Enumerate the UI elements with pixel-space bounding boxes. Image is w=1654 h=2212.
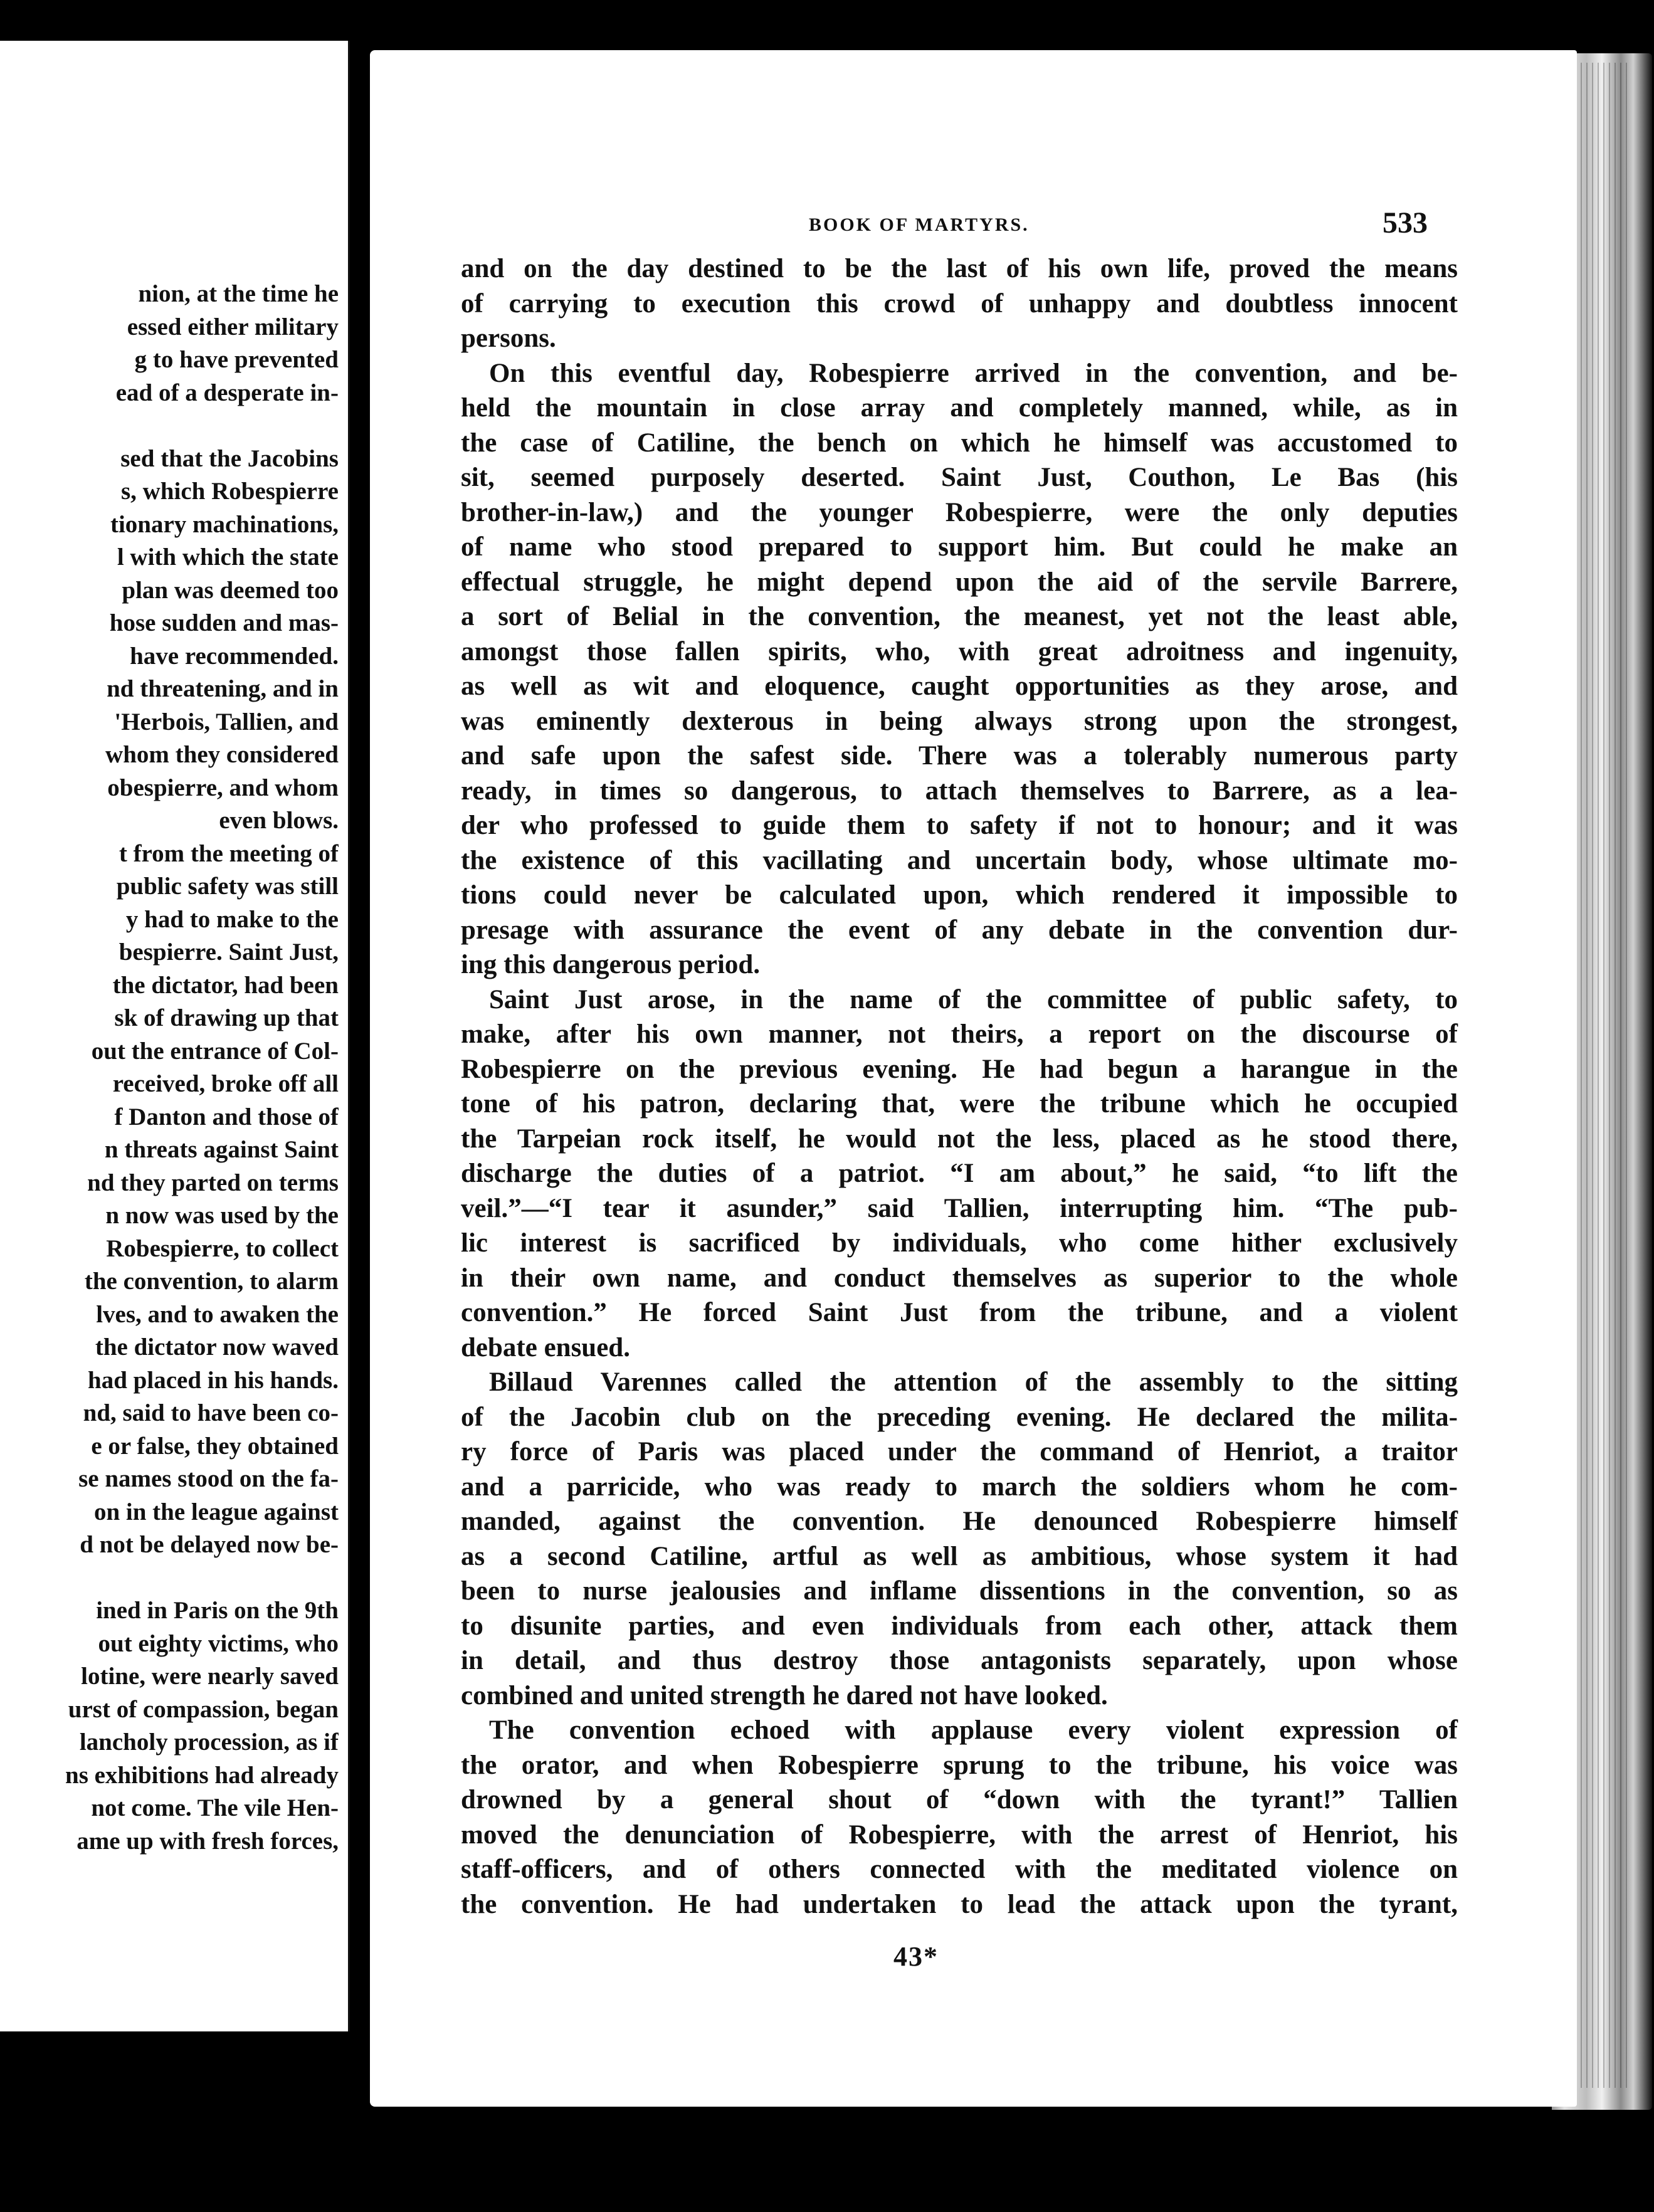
facing-page-line: not come. The vile Hen-	[91, 1794, 339, 1821]
text-line: ry force of Paris was placed under the command of Henriot, a traitor	[461, 1437, 1458, 1467]
facing-page-line: the dictator now waved	[95, 1334, 339, 1361]
text-line: and safe upon the safest side. There was a tolerably numerous party	[461, 741, 1458, 771]
text-line: Robespierre on the previous evening. He had begun a harangue in the	[461, 1054, 1458, 1084]
text-line: a sort of Belial in the convention, the meanest, yet not the least able,	[461, 602, 1458, 631]
text-line: The convention echoed with applause every violent expression of	[489, 1715, 1458, 1745]
facing-page-left	[0, 41, 350, 2031]
facing-page-line: essed either military	[127, 313, 339, 340]
page-header	[370, 206, 1577, 243]
signature-mark: 43*	[893, 1941, 939, 1972]
text-line: in detail, and thus destroy those antagonists separately, upon whose	[461, 1646, 1458, 1675]
facing-page-line: public safety was still	[116, 873, 339, 900]
text-line: convention.” He forced Saint Just from the tribune, and a violent	[461, 1298, 1458, 1327]
facing-page-line: n now was used by the	[105, 1202, 339, 1229]
text-line: the convention. He had undertaken to lead the attack upon the tyrant,	[461, 1889, 1458, 1919]
facing-page-line: e or false, they obtained	[91, 1432, 339, 1460]
text-line: staff-officers, and of others connected with the meditated violence on	[461, 1855, 1458, 1884]
facing-page-line: bespierre. Saint Just,	[119, 939, 339, 966]
facing-page-line: f Danton and those of	[114, 1103, 339, 1130]
text-line: amongst those fallen spirits, who, with great adroitness and ingenuity,	[461, 636, 1458, 666]
text-line: the existence of this vacillating and uncertain body, whose ultimate mo-	[461, 845, 1458, 875]
text-line: ready, in times so dangerous, to attach themselves to Barrere, as a lea-	[461, 776, 1458, 806]
facing-page-line: nd threatening, and in	[107, 675, 339, 702]
text-line: make, after his own manner, not theirs, a report on the discourse of	[461, 1019, 1458, 1049]
text-line: persons.	[461, 324, 556, 353]
facing-page-line: Robespierre, to collect	[106, 1235, 339, 1262]
facing-page-line: have recommended.	[130, 642, 339, 670]
facing-page-line: on in the league against	[93, 1498, 339, 1525]
text-line: as a second Catiline, artful as well as ambitious, whose system it had	[461, 1541, 1458, 1571]
text-line: tone of his patron, declaring that, were the tribune which he occupied	[461, 1089, 1458, 1119]
facing-page-line: ame up with fresh forces,	[76, 1827, 339, 1855]
facing-page-line	[0, 409, 339, 442]
text-line: ing this dangerous period.	[461, 950, 761, 979]
text-line: in their own name, and conduct themselves as superior to the whole	[461, 1263, 1458, 1293]
text-line: moved the denunciation of Robespierre, with the arrest of Henriot, his	[461, 1820, 1458, 1850]
text-line: sit, seemed purposely deserted. Saint Just, Couthon, Le Bas (his	[461, 463, 1458, 492]
text-line: tions could never be calculated upon, which rendered it impossible to	[461, 880, 1458, 910]
facing-page-line: lotine, were nearly saved	[81, 1663, 339, 1690]
facing-page-line: ns exhibitions had already	[65, 1761, 339, 1789]
text-line: the case of Catiline, the bench on which he himself was accustomed to	[461, 428, 1458, 458]
facing-page-line: 'Herbois, Tallien, and	[114, 708, 339, 735]
text-line: and on the day destined to be the last of his own life, proved the means	[461, 254, 1458, 283]
facing-page-line: l with which the state	[117, 544, 339, 571]
facing-page-line: nion, at the time he	[138, 280, 339, 307]
text-line: presage with assurance the event of any debate in the convention dur-	[461, 915, 1458, 945]
text-line: veil.”—“I tear it asunder,” said Tallien, interrupting him. “The pub-	[461, 1193, 1458, 1223]
text-line: and a parricide, who was ready to march the soldiers whom he com-	[461, 1472, 1458, 1502]
facing-page-line: hose sudden and mas-	[109, 609, 339, 636]
facing-page-line: whom they considered	[105, 741, 339, 768]
text-line: drowned by a general shout of “down with the tyrant!” Tallien	[461, 1785, 1458, 1814]
facing-page-line: sed that the Jacobins	[120, 445, 339, 472]
text-line: der who professed to guide them to safety if not to honour; and it was	[461, 811, 1458, 840]
facing-page-line: plan was deemed too	[122, 576, 339, 604]
text-line: been to nurse jealousies and inflame dissentions in the convention, so as	[461, 1576, 1458, 1606]
text-line: debate ensued.	[461, 1332, 630, 1362]
facing-page-line: lancholy procession, as if	[79, 1729, 339, 1756]
text-line: to disunite parties, and even individuals from each other, attack them	[461, 1611, 1458, 1641]
text-line: combined and united strength he dared not have looked.	[461, 1680, 1108, 1710]
text-line: Billaud Varennes called the attention of the assembly to the sitting	[489, 1367, 1458, 1397]
page-number: 533	[1383, 206, 1428, 240]
facing-page-line: tionary machinations,	[110, 510, 339, 538]
facing-page-line: lves, and to awaken the	[96, 1300, 339, 1328]
facing-page-line: urst of compassion, began	[68, 1695, 339, 1723]
book-page-533	[370, 50, 1577, 2107]
facing-page-line: ined in Paris on the 9th	[96, 1597, 339, 1624]
facing-page-line: had placed in his hands.	[88, 1366, 339, 1394]
text-line: Saint Just arose, in the name of the committee of public safety, to	[489, 984, 1458, 1014]
text-line: as well as wit and eloquence, caught opportunities as they arose, and	[461, 672, 1458, 701]
facing-page-line: d not be delayed now be-	[80, 1531, 339, 1558]
text-line: effectual struggle, he might depend upon the aid of the servile Barrere,	[461, 567, 1458, 597]
text-line: of the Jacobin club on the preceding evening. He declared the milita-	[461, 1402, 1458, 1432]
facing-page-line: n threats against Saint	[104, 1136, 339, 1163]
facing-page-line: out eighty victims, who	[98, 1630, 339, 1657]
facing-page-line: g to have prevented	[134, 346, 339, 373]
facing-page-line: nd they parted on terms	[87, 1169, 339, 1196]
facing-page-line: even blows.	[219, 807, 339, 834]
facing-page-line: nd, said to have been co-	[83, 1399, 339, 1426]
text-line: of name who stood prepared to support him. But could he make an	[461, 532, 1458, 562]
facing-page-line: received, broke off all	[112, 1070, 339, 1097]
facing-page-line: se names stood on the fa-	[78, 1465, 339, 1492]
facing-page-line: t from the meeting of	[119, 840, 339, 867]
text-line: manded, against the convention. He denounced Robespierre himself	[461, 1507, 1458, 1536]
text-line: held the mountain in close array and completely manned, while, as in	[461, 393, 1458, 423]
facing-page-line: s, which Robespierre	[120, 478, 339, 505]
text-line: the Tarpeian rock itself, he would not the less, placed as he stood there,	[461, 1124, 1458, 1154]
facing-page-line: y had to make to the	[125, 905, 339, 933]
facing-page-line: the dictator, had been	[112, 971, 339, 999]
facing-page-line	[0, 1562, 339, 1594]
running-head: BOOK OF MARTYRS.	[809, 214, 1030, 235]
facing-page-line: the convention, to alarm	[84, 1268, 339, 1295]
facing-page-line: out the entrance of Col-	[91, 1037, 339, 1065]
text-line: the orator, and when Robespierre sprung to the tribune, his voice was	[461, 1750, 1458, 1780]
text-line: discharge the duties of a patriot. “I am about,” he said, “to lift the	[461, 1159, 1458, 1188]
text-line: On this eventful day, Robespierre arrived in the convention, and be-	[489, 358, 1458, 388]
text-line: brother-in-law,) and the younger Robespierre, were the only deputies	[461, 497, 1458, 527]
text-line: was eminently dexterous in being always strong upon the strongest,	[461, 706, 1458, 736]
facing-page-line: sk of drawing up that	[114, 1004, 339, 1031]
text-line: lic interest is sacrificed by individuals, who come hither exclusively	[461, 1228, 1458, 1258]
facing-page-line: obespierre, and whom	[107, 774, 339, 801]
facing-page-line: ead of a desperate in-	[115, 379, 339, 406]
text-line: of carrying to execution this crowd of unhappy and doubtless innocent	[461, 288, 1458, 319]
